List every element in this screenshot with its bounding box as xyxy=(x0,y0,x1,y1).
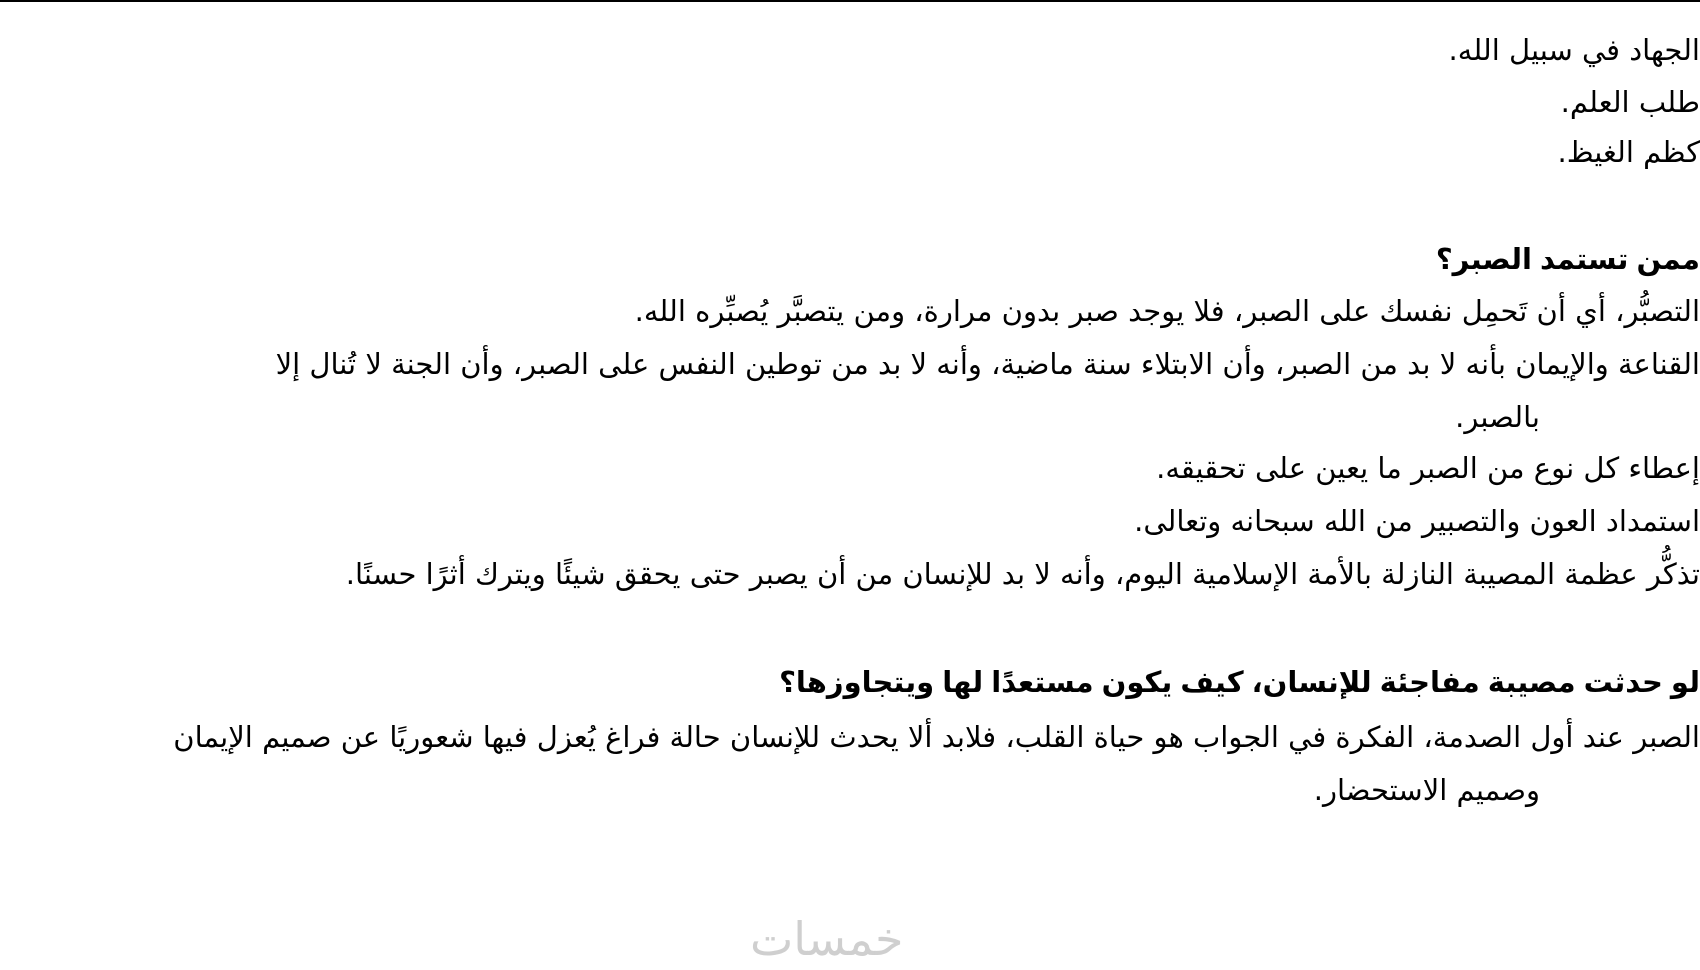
text-line-giving-each-type: إعطاء كل نوع من الصبر ما يعين على تحقيقه. xyxy=(1156,451,1700,485)
text-line-remembering-calamity: تذكُّر عظمة المصيبة النازلة بالأمة الإسلامية اليوم، وأنه لا بد للإنسان من أن يصبر حتى يحقق شيئًا ويترك أثرًا حسنًا. xyxy=(345,557,1700,591)
text-line-seeking-knowledge: طلب العلم. xyxy=(1560,85,1700,119)
text-line-contentment: القناعة والإيمان بأنه لا بد من الصبر، وأن الابتلاء سنة ماضية، وأنه لا بد من توطين النفس على الصبر، وأن الجنة لا تُنال إلا xyxy=(275,347,1700,381)
text-line-tasabbur: التصبُّر، أي أن تَحمِل نفسك على الصبر، فلا يوجد صبر بدون مرارة، ومن يتصبَّر يُصبِّره الله. xyxy=(634,294,1700,328)
text-line-restraining-anger: كظم الغيظ. xyxy=(1557,135,1700,169)
text-line-jihad: الجهاد في سبيل الله. xyxy=(1448,33,1700,67)
text-line-contentment-continued: بالصبر. xyxy=(1455,400,1540,434)
heading-source-of-patience: ممن تستمد الصبر؟ xyxy=(1435,244,1700,276)
text-line-patience-first-shock: الصبر عند أول الصدمة، الفكرة في الجواب هو حياة القلب، فلابد ألا يحدث للإنسان حالة فراغ يُعزل فيها شعوريًا عن صميم الإيمان xyxy=(173,720,1700,754)
watermark-logo: خمسات xyxy=(750,912,904,966)
text-line-patience-continued: وصميم الاستحضار. xyxy=(1313,773,1540,807)
heading-sudden-calamity: لو حدثت مصيبة مفاجئة للإنسان، كيف يكون مستعدًا لها ويتجاوزها؟ xyxy=(779,667,1700,699)
text-line-seeking-help: استمداد العون والتصبير من الله سبحانه وتعالى. xyxy=(1134,504,1700,538)
top-rule xyxy=(0,0,1700,2)
